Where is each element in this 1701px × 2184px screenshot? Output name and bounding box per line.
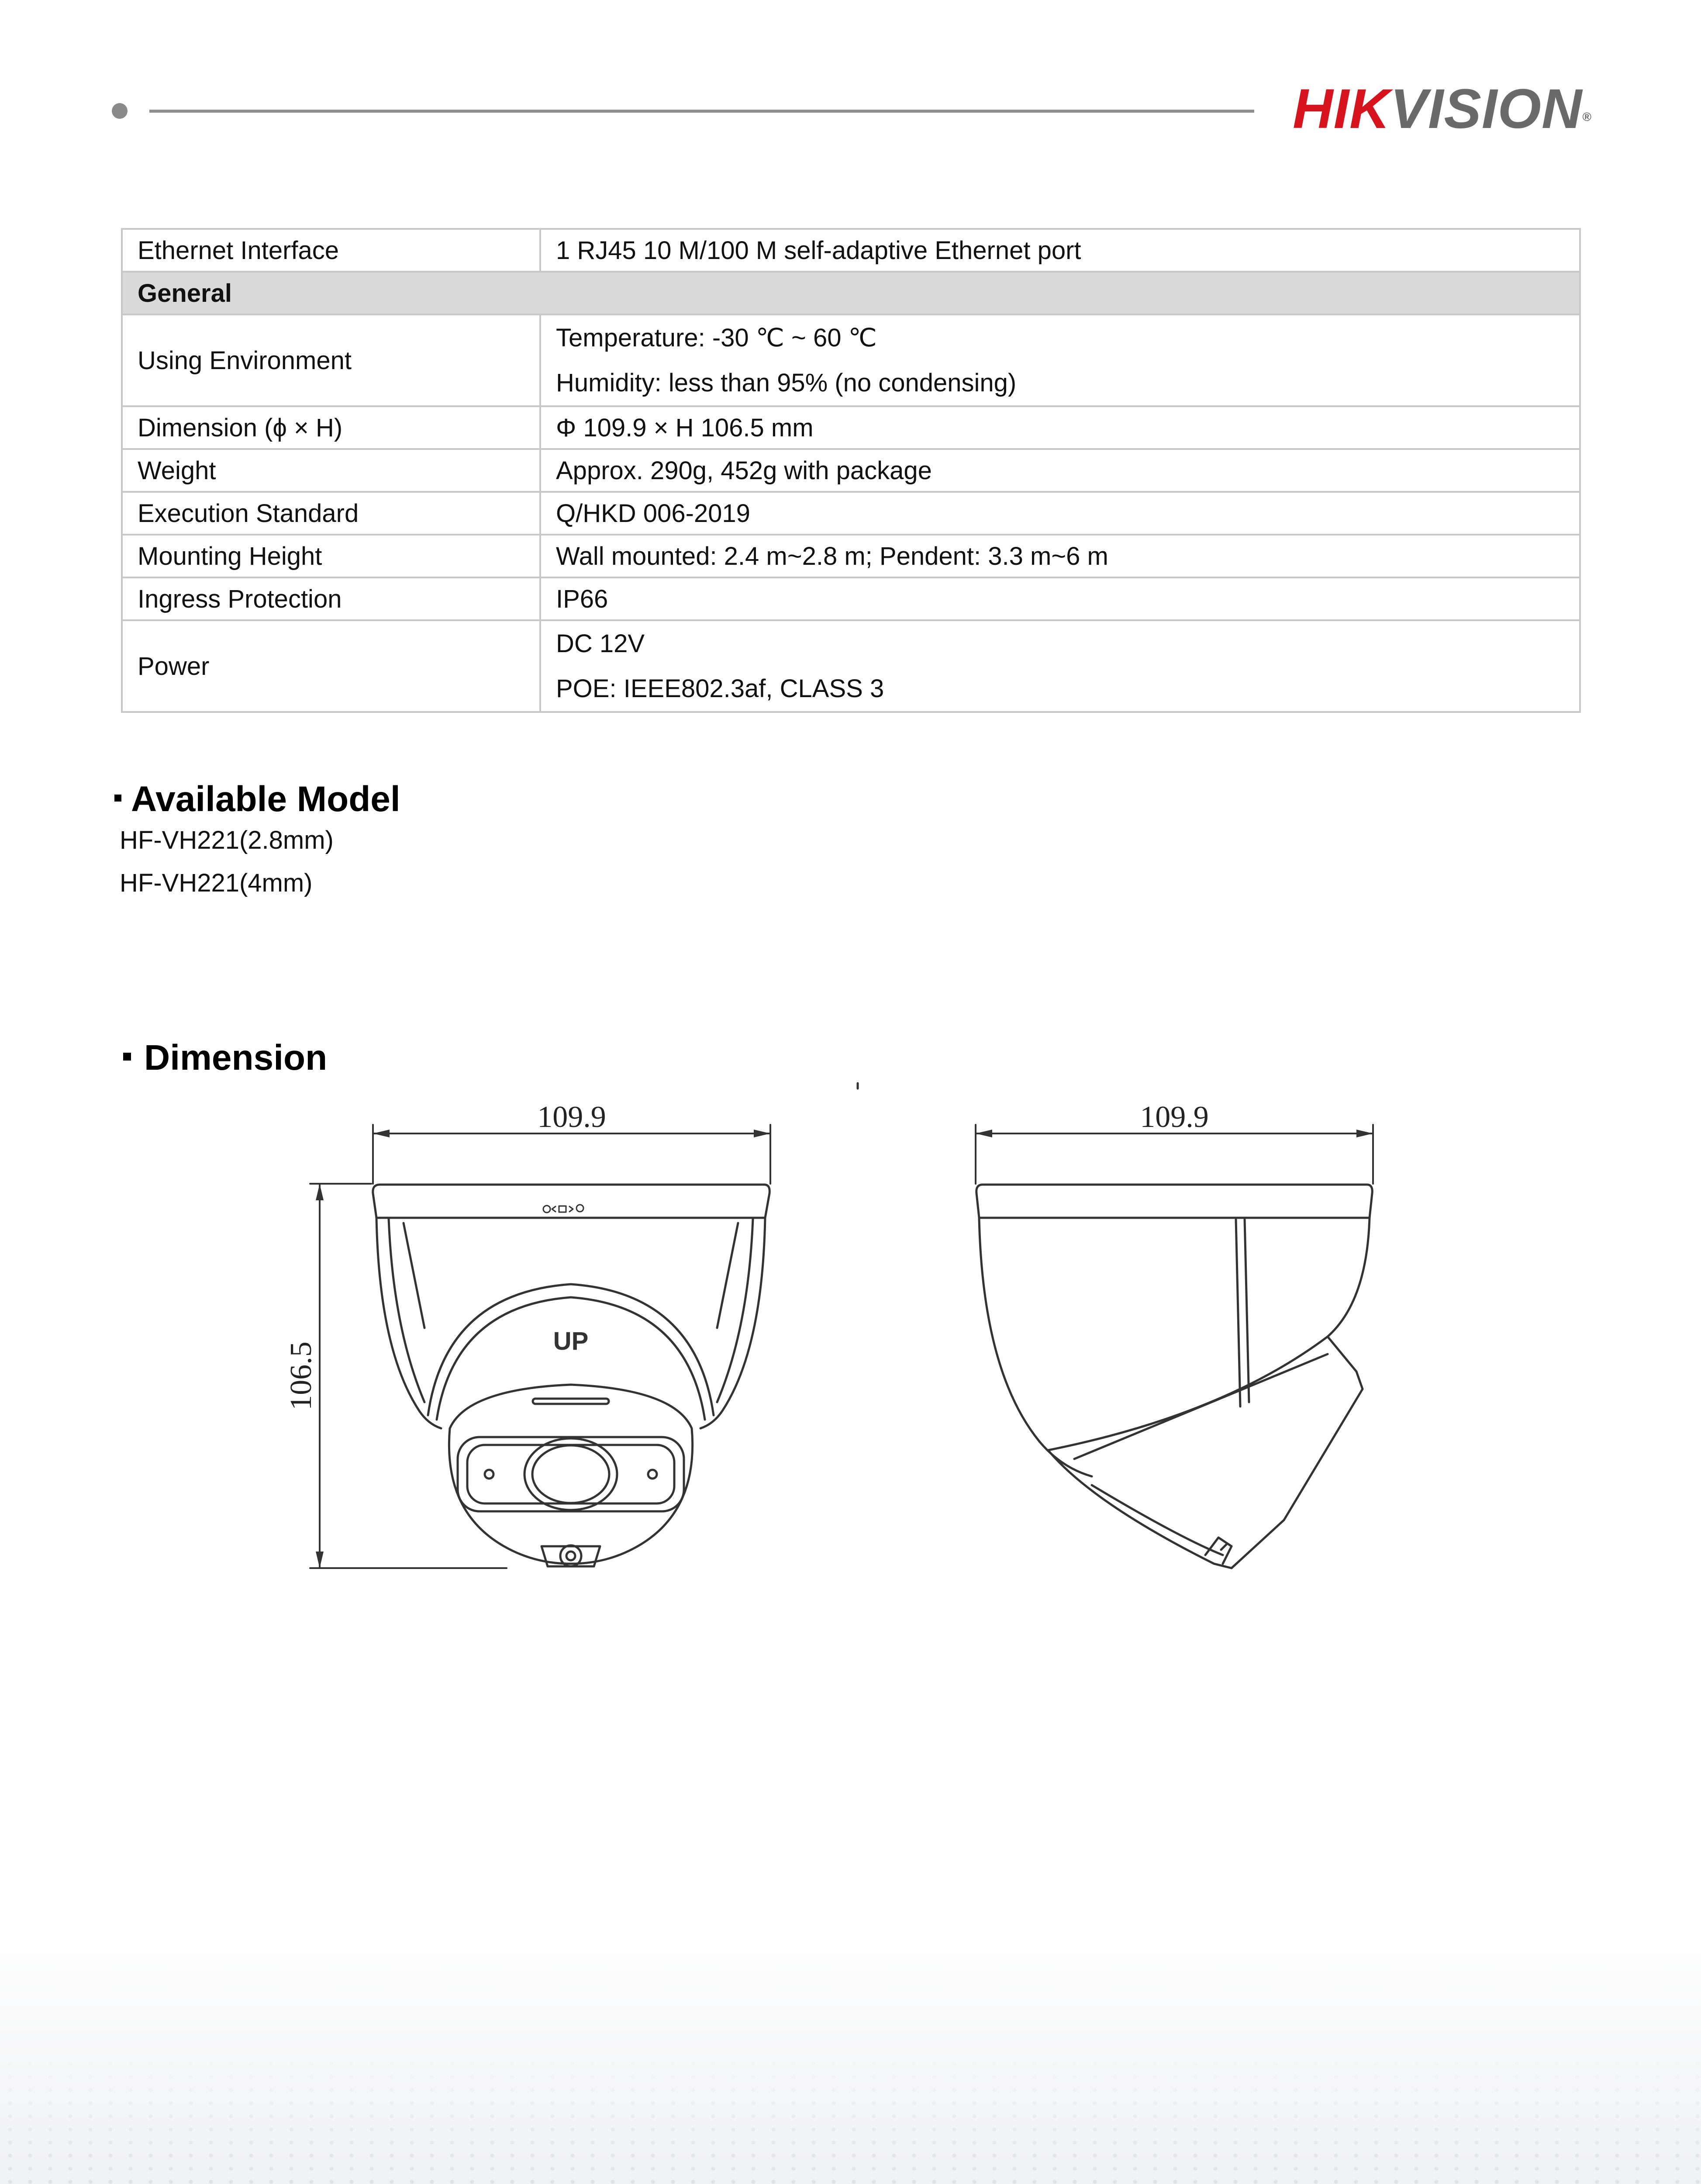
spec-label: Ingress Protection <box>122 577 540 620</box>
spec-value-line: DC 12V <box>556 629 645 658</box>
table-row <box>122 577 1580 620</box>
spec-label: Power <box>122 620 540 712</box>
side-width-label: 109.9 <box>1140 1100 1209 1134</box>
spec-value <box>540 314 1580 406</box>
table-row <box>122 314 1580 406</box>
logo-registered-mark: ® <box>1582 110 1592 124</box>
camera-dimension-drawing <box>262 1066 1397 1590</box>
model-item: HF-VH221(4mm) <box>120 869 313 897</box>
available-model-heading <box>114 778 400 821</box>
front-view <box>284 1100 770 1568</box>
spec-value: IP66 <box>540 577 1580 620</box>
table-row <box>122 535 1580 577</box>
spec-label: Ethernet Interface <box>122 229 540 272</box>
dimension-title: Dimension <box>144 1038 328 1078</box>
spec-value-line: POE: IEEE802.3af, CLASS 3 <box>556 674 884 703</box>
spec-value: Φ 109.9 × H 106.5 mm <box>540 406 1580 449</box>
spec-value: Approx. 290g, 452g with package <box>540 449 1580 492</box>
spec-table <box>121 228 1581 713</box>
table-row <box>122 406 1580 449</box>
bullet-icon <box>123 1053 131 1061</box>
table-row <box>122 449 1580 492</box>
footer-dot-pattern <box>0 2044 1701 2184</box>
side-view <box>976 1100 1373 1568</box>
logo-vision: VISION <box>1390 78 1583 140</box>
spec-label: Execution Standard <box>122 492 540 535</box>
logo-hik: HIK <box>1293 78 1390 140</box>
header-dot <box>112 103 128 119</box>
spec-value-line: Humidity: less than 95% (no condensing) <box>556 369 1017 397</box>
spec-label: Mounting Height <box>122 535 540 577</box>
model-item: HF-VH221(2.8mm) <box>120 826 334 854</box>
table-section-row <box>122 272 1580 314</box>
bullet-icon <box>114 795 121 802</box>
spec-value-line: Temperature: -30 ℃ ~ 60 ℃ <box>556 324 877 352</box>
table-row <box>122 492 1580 535</box>
spec-value: Wall mounted: 2.4 m~2.8 m; Pendent: 3.3 m~6 m <box>540 535 1580 577</box>
header-rule <box>149 110 1254 113</box>
spec-label: Weight <box>122 449 540 492</box>
table-row <box>122 620 1580 712</box>
spec-value <box>540 620 1580 712</box>
spec-label: Dimension (ϕ × H) <box>122 406 540 449</box>
spec-label: Using Environment <box>122 314 540 406</box>
spec-value: 1 RJ45 10 M/100 M self-adaptive Ethernet port <box>540 229 1580 272</box>
front-width-label: 109.9 <box>537 1100 606 1134</box>
height-label: 106.5 <box>284 1341 318 1410</box>
spec-value: Q/HKD 006-2019 <box>540 492 1580 535</box>
hikvision-logo <box>1293 79 1592 140</box>
section-general: General <box>122 272 1580 314</box>
table-row <box>122 229 1580 272</box>
available-model-title: Available Model <box>131 779 400 819</box>
up-mark: UP <box>553 1327 589 1355</box>
